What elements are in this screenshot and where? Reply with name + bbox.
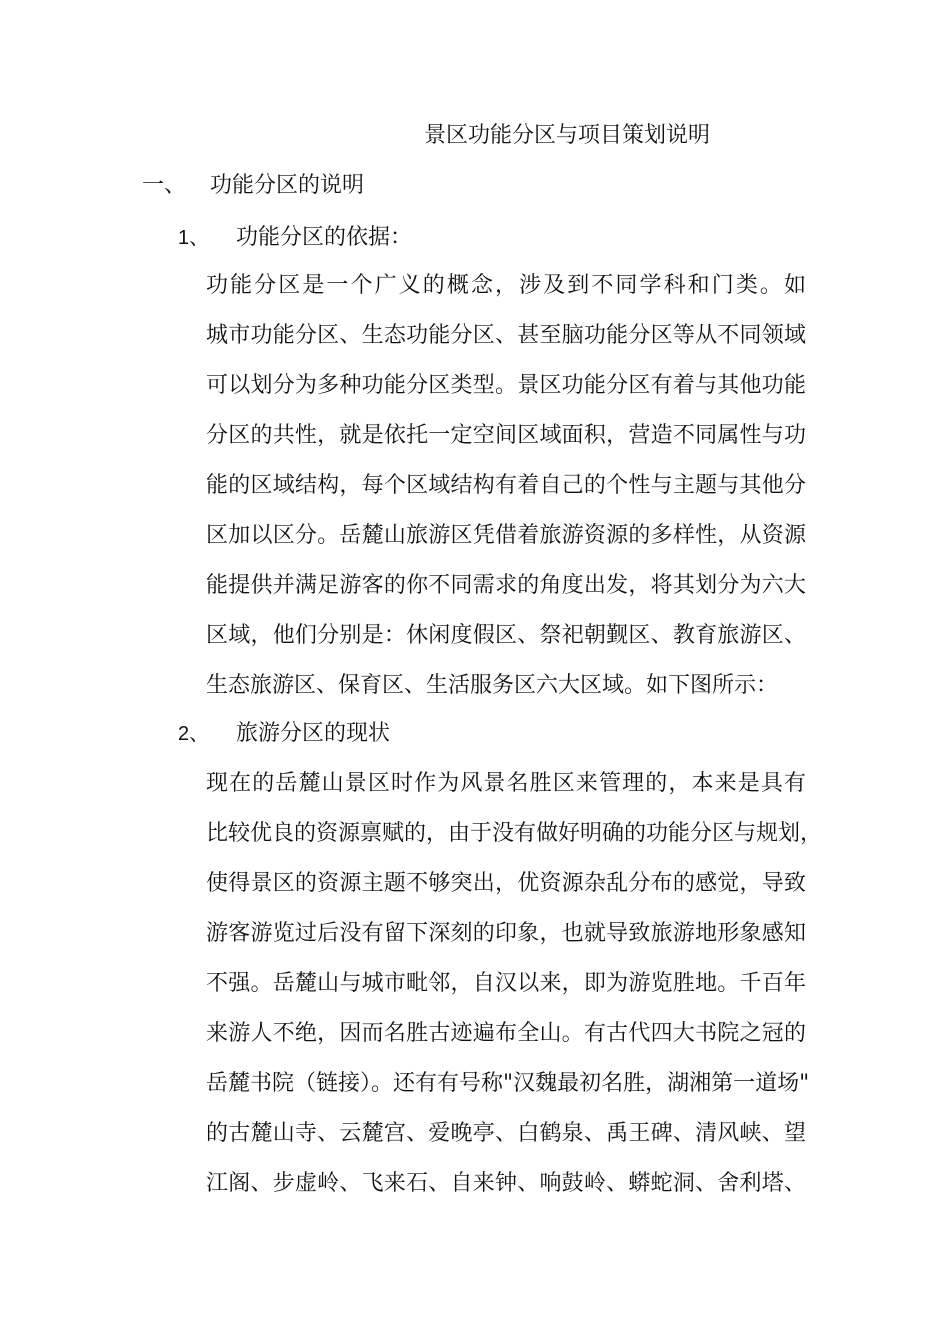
section-1-heading: 功能分区的说明 bbox=[210, 173, 365, 198]
paragraph-1-line: 功能分区是一个广义的概念，涉及到不同学科和门类。如 bbox=[206, 273, 806, 298]
paragraph-1-line: 可以划分为多种功能分区类型。景区功能分区有着与其他功能 bbox=[206, 373, 806, 398]
paragraph-1-line: 城市功能分区、生态功能分区、甚至脑功能分区等从不同领域 bbox=[206, 323, 806, 348]
paragraph-1-line: 能的区域结构，每个区域结构有着自己的个性与主题与其他分 bbox=[206, 473, 806, 498]
paragraph-1-line: 分区的共性，就是依托一定空间区域面积，营造不同属性与功 bbox=[206, 423, 806, 448]
paragraph-2-line: 江阁、步虚岭、飞来石、自来钟、响鼓岭、蟒蛇洞、舍利塔、 bbox=[206, 1171, 806, 1196]
document-title: 景区功能分区与项目策划说明 bbox=[424, 123, 711, 148]
paragraph-2-line: 现在的岳麓山景区时作为风景名胜区来管理的，本来是具有 bbox=[206, 771, 806, 796]
section-1-number: 一、 bbox=[142, 173, 187, 198]
subsection-1-number: 1、 bbox=[178, 227, 210, 249]
subsection-1-heading: 功能分区的依据： bbox=[236, 225, 413, 250]
subsection-2-heading: 旅游分区的现状 bbox=[236, 721, 391, 746]
paragraph-2-line: 不强。岳麓山与城市毗邻，自汉以来，即为游览胜地。千百年 bbox=[206, 971, 806, 996]
paragraph-1-line: 区域，他们分别是：休闲度假区、祭祀朝觐区、教育旅游区、 bbox=[206, 623, 806, 648]
paragraph-2-line: 比较优良的资源禀赋的，由于没有做好明确的功能分区与规划， bbox=[206, 821, 823, 846]
paragraph-1-line: 生态旅游区、保育区、生活服务区六大区域。如下图所示： bbox=[206, 673, 779, 698]
paragraph-1-line: 区加以区分。岳麓山旅游区凭借着旅游资源的多样性，从资源 bbox=[206, 523, 806, 548]
paragraph-1-line: 能提供并满足游客的你不同需求的角度出发，将其划分为六大 bbox=[206, 573, 806, 598]
subsection-2-number: 2、 bbox=[178, 723, 210, 745]
paragraph-2-line: 岳麓书院（链接）。还有有号称"汉魏最初名胜，湖湘第一道场" bbox=[206, 1071, 810, 1096]
paragraph-2-line: 来游人不绝，因而名胜古迹遍布全山。有古代四大书院之冠的 bbox=[206, 1021, 806, 1046]
paragraph-2-line: 的古麓山寺、云麓宫、爱晚亭、白鹤泉、禹王碑、清风峡、望 bbox=[206, 1121, 806, 1146]
paragraph-2-line: 使得景区的资源主题不够突出，优资源杂乱分布的感觉，导致 bbox=[206, 871, 806, 896]
paragraph-2-line: 游客游览过后没有留下深刻的印象，也就导致旅游地形象感知 bbox=[206, 921, 806, 946]
